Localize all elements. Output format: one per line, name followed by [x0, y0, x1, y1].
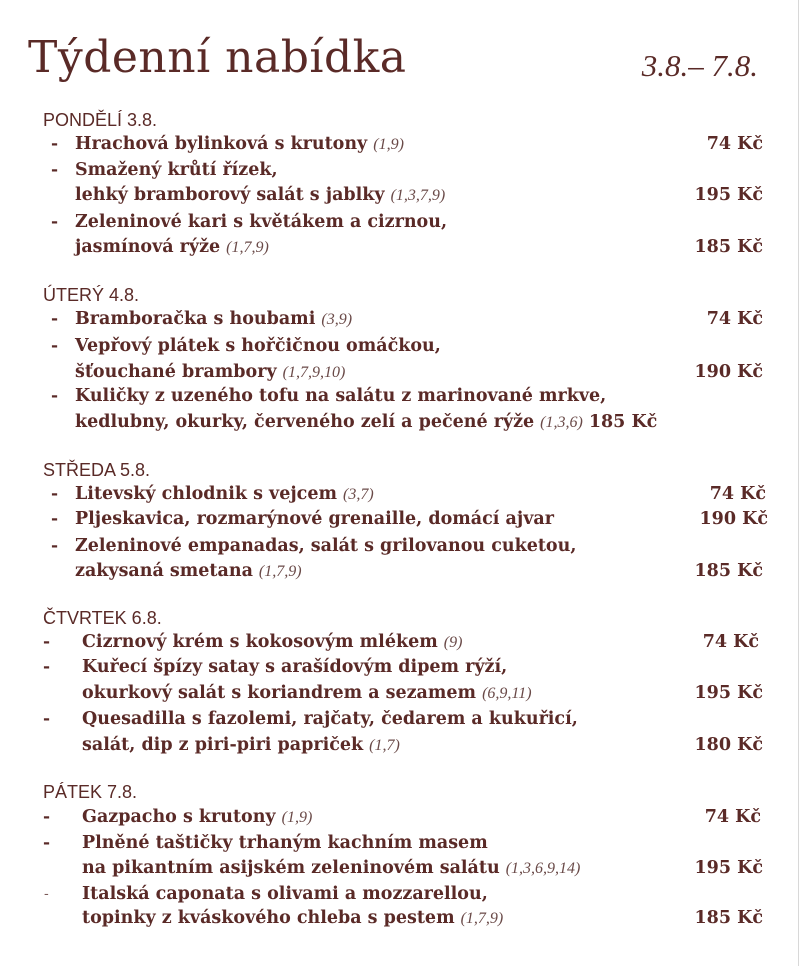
day-label-monday: PONDĚLÍ 3.8.	[43, 110, 158, 130]
bullet-dash: -	[51, 509, 59, 529]
allergens: (9)	[443, 634, 463, 651]
menu-item	[0, 509, 801, 535]
menu-item	[0, 336, 801, 362]
dish-name: Bramboračka s houbami (3,9)	[75, 309, 353, 329]
allergens: (1,7)	[369, 737, 400, 754]
dish-price: 195 Kč	[694, 683, 763, 703]
allergens: (6,9,11)	[482, 685, 532, 702]
dish-name: lehký bramborový salát s jablky (1,3,7,9)	[75, 185, 446, 205]
menu-item	[0, 309, 801, 335]
allergens: (1,7,9)	[460, 910, 504, 927]
dish-name: Vepřový plátek s hořčičnou omáčkou,	[75, 336, 441, 356]
dish-name: Quesadilla s fazolemi, rajčaty, čedarem a kukuřicí,	[82, 709, 578, 729]
dish-name: Smažený krůtí řízek,	[75, 160, 278, 180]
allergens: (1,9)	[373, 136, 404, 153]
menu-item	[0, 884, 801, 910]
menu-item-continuation	[0, 561, 801, 587]
bullet-dash: -	[43, 657, 51, 677]
bullet-dash: -	[51, 309, 59, 329]
menu-item	[0, 160, 801, 186]
dish-name: šťouchané brambory (1,7,9,10)	[75, 362, 346, 382]
dish-name: topinky z kváskového chleba s pestem (1,7,9)	[82, 908, 504, 928]
dish-name: kedlubny, okurky, červeného zelí a pečené rýže (1,3,6) 185 Kč	[75, 412, 658, 432]
menu-item-continuation	[0, 858, 801, 884]
bullet-dash: -	[51, 134, 59, 154]
dish-price: 195 Kč	[694, 858, 763, 878]
bullet-dash: -	[51, 160, 59, 180]
dish-name: Hrachová bylinková s krutony (1,9)	[75, 134, 404, 154]
menu-item	[0, 657, 801, 683]
menu-item	[0, 212, 801, 238]
dish-name: Litevský chlodnik s vejcem (3,7)	[75, 484, 374, 504]
allergens: (3,9)	[321, 311, 353, 328]
dish-name: Italská caponata s olivami a mozzarellou,	[82, 884, 488, 904]
dish-name: okurkový salát s koriandrem a sezamem (6,9,11)	[82, 683, 532, 703]
dish-name: Kuličky z uzeného tofu na salátu z marinované mrkve,	[75, 386, 607, 406]
allergens: (1,3,7,9)	[390, 187, 446, 204]
dish-name: Plněné taštičky trhaným kachním masem	[82, 833, 488, 853]
menu-item-continuation	[0, 412, 801, 438]
dish-price: 185 Kč	[694, 561, 763, 581]
menu-header	[28, 32, 768, 92]
dish-price: 74 Kč	[706, 134, 763, 154]
menu-item-continuation	[0, 908, 801, 934]
dish-price: 190 Kč	[694, 362, 763, 382]
dish-name: Pljeskavica, rozmarýnové grenaille, domácí ajvar	[75, 509, 554, 529]
menu-item	[0, 833, 801, 859]
menu-title: Týdenní nabídka	[28, 32, 407, 83]
dish-price: 74 Kč	[702, 632, 759, 652]
menu-item	[0, 484, 801, 510]
allergens: (1,7,9)	[258, 563, 302, 580]
dish-price: 180 Kč	[694, 735, 763, 755]
menu-item-continuation	[0, 362, 801, 388]
menu-item-continuation	[0, 185, 801, 211]
allergens: (1,7,9,10)	[282, 364, 346, 381]
bullet-dash: -	[51, 536, 59, 556]
bullet-dash: -	[44, 886, 49, 902]
bullet-dash: -	[51, 336, 59, 356]
dish-price: 195 Kč	[694, 185, 763, 205]
dish-price: 185 Kč	[694, 908, 763, 928]
allergens: (1,7,9)	[226, 239, 269, 256]
bullet-dash: -	[51, 484, 59, 504]
day-label-thursday: ČTVRTEK 6.8.	[43, 608, 162, 628]
menu-item-continuation	[0, 683, 801, 709]
allergens: (1,9)	[281, 809, 313, 826]
allergens: (3,7)	[343, 486, 374, 503]
dish-name: Kuřecí špízy satay s arašídovým dipem rýží,	[82, 657, 508, 677]
day-label-wednesday: STŘEDA 5.8.	[43, 460, 151, 480]
date-range: 3.8.– 7.8.	[641, 48, 758, 83]
dish-price: 185 Kč	[588, 412, 658, 432]
menu-item	[0, 536, 801, 562]
bullet-dash: -	[43, 807, 51, 827]
dish-name: Gazpacho s krutony (1,9)	[82, 807, 313, 827]
dish-price: 74 Kč	[704, 807, 761, 827]
dish-price: 74 Kč	[706, 309, 763, 329]
menu-item	[0, 134, 801, 160]
menu-item	[0, 709, 801, 735]
allergens: (1,3,6,9,14)	[505, 860, 581, 877]
dish-name: Cizrnový krém s kokosovým mlékem (9)	[82, 632, 463, 652]
day-label-friday: PÁTEK 7.8.	[43, 782, 138, 802]
menu-item-continuation	[0, 237, 801, 263]
dish-name: zakysaná smetana (1,7,9)	[75, 561, 302, 581]
menu-item	[0, 632, 801, 658]
bullet-dash: -	[43, 632, 51, 652]
dish-name: salát, dip z piri-piri papriček (1,7)	[82, 735, 400, 755]
menu-item-continuation	[0, 735, 801, 761]
bullet-dash: -	[51, 386, 59, 406]
dish-name: Zeleninové kari s květákem a cizrnou,	[75, 212, 448, 232]
allergens: (1,3,6)	[540, 414, 583, 431]
bullet-dash: -	[43, 833, 51, 853]
dish-price: 185 Kč	[694, 237, 763, 257]
dish-name: Zeleninové empanadas, salát s grilovanou cuketou,	[75, 536, 577, 556]
dish-name: jasmínová rýže (1,7,9)	[75, 237, 269, 257]
menu-item	[0, 807, 801, 833]
bullet-dash: -	[51, 212, 59, 232]
dish-price: 190 Kč	[699, 509, 768, 529]
menu-item	[0, 386, 801, 412]
day-label-tuesday: ÚTERÝ 4.8.	[43, 285, 140, 305]
bullet-dash: -	[43, 709, 51, 729]
dish-price: 74 Kč	[709, 484, 766, 504]
dish-name: na pikantním asijském zeleninovém salátu (1,3,6,9,14)	[82, 858, 581, 878]
